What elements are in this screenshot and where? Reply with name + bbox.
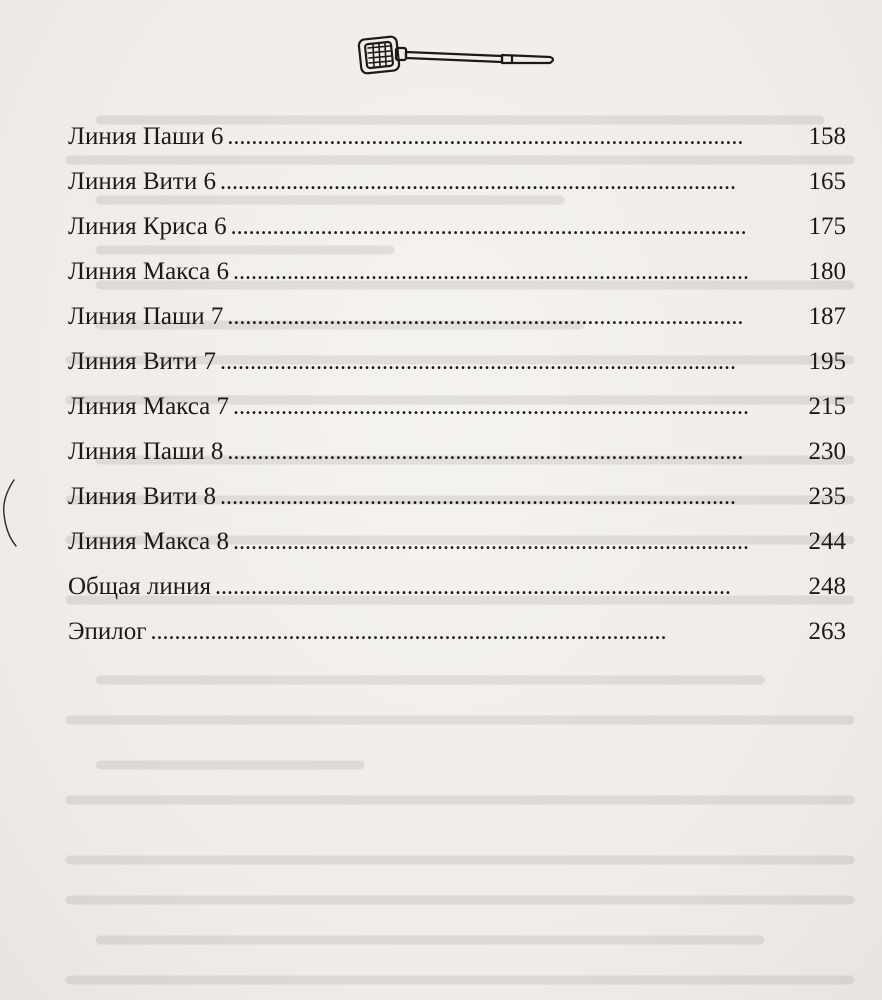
toc-entry-title: Линия Макса 8 xyxy=(68,528,229,555)
toc-entry-title: Линия Паши 6 xyxy=(68,123,224,150)
toc-entry[interactable] xyxy=(68,114,846,159)
toc-entry-page: 235 xyxy=(808,483,846,510)
dot-leader xyxy=(220,160,803,205)
toc-entry-title: Линия Паши 7 xyxy=(68,303,224,330)
dot-leader xyxy=(233,250,803,295)
toc-entry-title: Эпилог xyxy=(68,618,147,645)
dot-leader xyxy=(215,565,803,610)
toc-entry[interactable] xyxy=(68,429,846,474)
dot-leader xyxy=(220,340,803,385)
toc-entry-page: 215 xyxy=(808,393,846,420)
toc-entry-page: 230 xyxy=(808,438,846,465)
toc-entry[interactable] xyxy=(68,474,846,519)
toc-entry-page: 165 xyxy=(808,168,846,195)
dot-leader xyxy=(227,295,802,340)
pencil-mark-icon xyxy=(0,478,20,548)
toc-entry[interactable] xyxy=(68,564,846,609)
toc-entry[interactable] xyxy=(68,609,846,654)
toc-entry[interactable] xyxy=(68,339,846,384)
dot-leader xyxy=(233,385,803,430)
dot-leader xyxy=(151,610,803,655)
dot-leader xyxy=(227,115,802,160)
toc-entry-page: 180 xyxy=(808,258,846,285)
toc-entry[interactable] xyxy=(68,159,846,204)
toc-entry-title: Линия Вити 7 xyxy=(68,348,216,375)
toc-entry-page: 187 xyxy=(808,303,846,330)
dot-leader xyxy=(231,205,803,250)
toc-entry-title: Линия Вити 8 xyxy=(68,483,216,510)
dot-leader xyxy=(233,520,803,565)
toc-entry-page: 158 xyxy=(808,123,846,150)
toc-entry-title: Линия Макса 6 xyxy=(68,258,229,285)
selfie-stick-icon xyxy=(352,22,562,86)
toc-entry[interactable] xyxy=(68,384,846,429)
toc-entry[interactable] xyxy=(68,204,846,249)
toc-entry[interactable] xyxy=(68,294,846,339)
toc-entry-title: Линия Вити 6 xyxy=(68,168,216,195)
toc-entry-title: Общая линия xyxy=(68,573,211,600)
dot-leader xyxy=(227,430,802,475)
toc-entry-page: 244 xyxy=(808,528,846,555)
dot-leader xyxy=(220,475,803,520)
toc-entry-title: Линия Криса 6 xyxy=(68,213,227,240)
toc-entry-title: Линия Паши 8 xyxy=(68,438,224,465)
table-of-contents xyxy=(68,114,846,654)
toc-entry[interactable] xyxy=(68,249,846,294)
toc-entry-title: Линия Макса 7 xyxy=(68,393,229,420)
toc-entry-page: 175 xyxy=(808,213,846,240)
toc-entry-page: 248 xyxy=(808,573,846,600)
toc-entry-page: 195 xyxy=(808,348,846,375)
toc-entry-page: 263 xyxy=(808,618,846,645)
toc-entry[interactable] xyxy=(68,519,846,564)
